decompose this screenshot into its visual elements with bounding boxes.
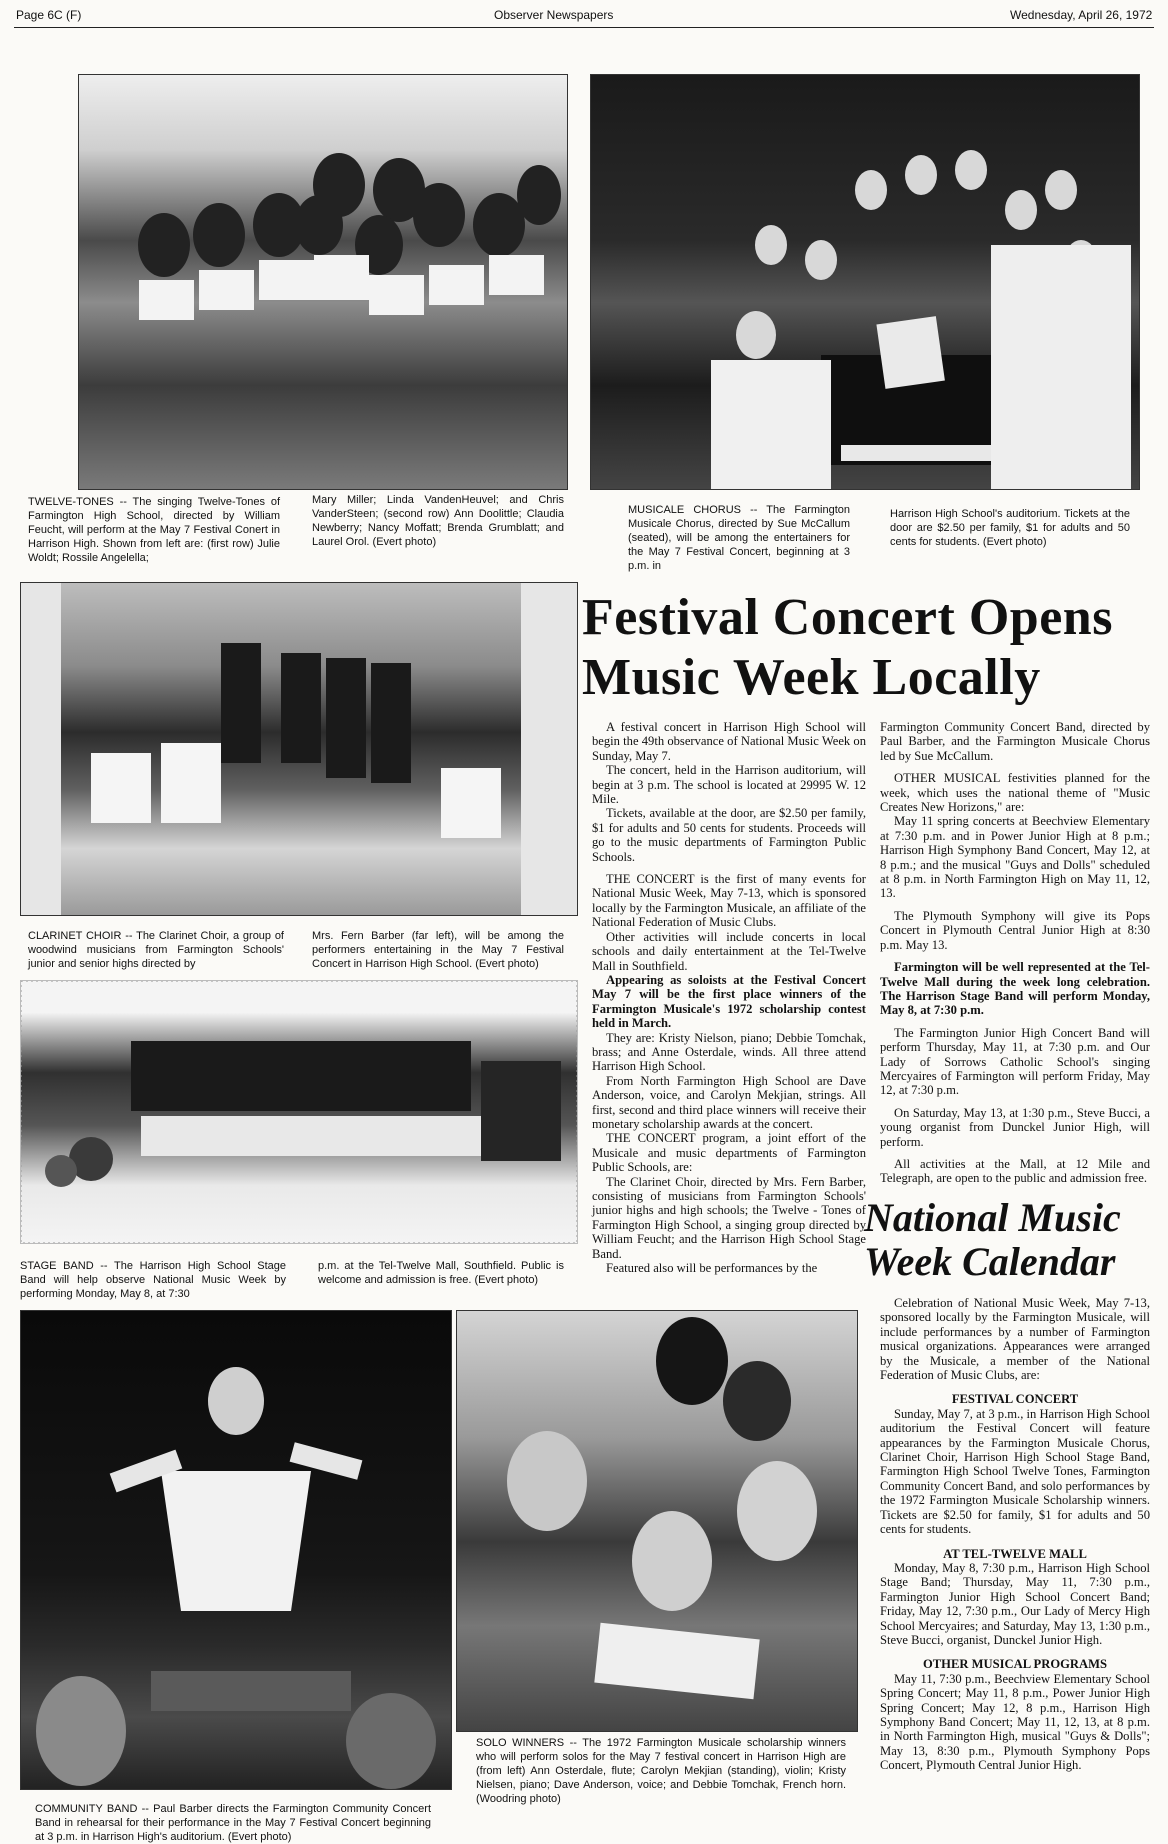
article-para: THE CONCERT program, a joint effort of the Musicale and music departments of Farmington Public Schools, are: [592,1131,866,1175]
calendar-title-line1: National Music [864,1195,1121,1240]
article-para: THE CONCERT is the first of many events for National Music Week, May 7-13, which is sponsored locally by the Farmington Musicale, an affiliate of the National Federation of Music Clubs. [592,872,866,930]
musicale-chorus-photo [590,74,1140,490]
stage-band-caption-right: p.m. at the Tel-Twelve Mall, Southfield. Public is welcome and admission is free. (Evert photo) [318,1260,564,1286]
community-band-photo [20,1310,452,1790]
issue-date: Wednesday, April 26, 1972 [1010,8,1153,22]
article-para: All activities at the Mall, at 12 Mile and Telegraph, are open to the public and admission free. [880,1156,1150,1186]
twelve-tones-caption-left: TWELVE-TONES -- The singing Twelve-Tones of Farmington High School, directed by William Feucht, will perform at the May 7 Festival Conert in Harrison High. Shown from left are: (first row) Julie Woldt; Rossile Angelella; [28,496,280,564]
header-rule [14,27,1154,28]
solo-winners-photo [456,1310,858,1732]
clarinet-choir-photo [20,582,578,916]
article-para: The Plymouth Symphony will give its Pops Concert in Plymouth Central Junior High at 8:30 p.m. May 13. [880,908,1150,952]
article-para: On Saturday, May 13, at 1:30 p.m., Steve Bucci, a young organist from Dunckel Junior High, will perform. [880,1105,1150,1149]
article-para: May 11 spring concerts at Beechview Elementary at 7:30 p.m. and in Power Junior High at 8 p.m.; Harrison High Symphony Band Concert, May 12, at 8 p.m.; and the musical "Guys and Dolls" scheduled at 8 p.m. in North Farmington High on May 11, 12, 13. [880,814,1150,901]
other-programs-text: May 11, 7:30 p.m., Beechview Elementary School Spring Concert; May 11, 8 p.m., Power Junior High Spring Concert; May 12, 8 p.m., Harrison High Symphony Band Concert; May 11, 12, 13, at 8 p.m. in North Farmington High, musical "Guys & Dolls"; May 13, 8:30 p.m., Plymouth Symphony Pops Concert, Plymouth Central Junior High. [880,1671,1150,1773]
article-para: The concert, held in the Harrison auditorium, will begin at 3 p.m. The school is located at 29995 W. 12 Mile. [592,763,866,807]
article-para: OTHER MUSICAL festivities planned for the week, which uses the national theme of "Music Creates New Horizons," are: [880,771,1150,815]
musicale-chorus-caption-right: Harrison High School's auditorium. Tickets at the door are $2.50 per family, $1 for adults and 50 cents for students. (Evert photo) [890,508,1130,548]
article-para: Farmington will be well represented at the Tel-Twelve Mall during the week long celebration. The Harrison Stage Band will perform Monday, May 8, at 7:30 p.m. [880,960,1150,1018]
other-programs-heading: OTHER MUSICAL PROGRAMS [922,1657,1108,1672]
musicale-chorus-caption-left: MUSICALE CHORUS -- The Farmington Musicale Chorus, directed by Sue McCallum (seated), will be among the entertainers for the May 7 Festival Concert, beginning at 3 p.m. in [628,504,850,572]
article-column-1 [592,720,866,1275]
newspaper-name: Observer Newspapers [494,8,614,22]
article-para: Appearing as soloists at the Festival Concert May 7 will be the first place winners of the Farmington Musicale's 1972 scholarship contest held in March. [592,972,866,1031]
article-para: From North Farmington High School are Dave Anderson, voice, and Carolyn Mekjian, strings. All first, second and third place winners will receive their monetary scholarship awards at the concert. [592,1073,866,1131]
calendar-title-line2: Week Calendar [864,1239,1116,1284]
article-para: Other activities will include concerts in local schools and daily entertainment at the Tel-Twelve Mall in Southfield. [592,929,866,973]
article-para: Farmington Community Concert Band, directed by Paul Barber, and the Farmington Musicale Chorus led by Sue McCallum. [880,720,1150,763]
tel-twelve-mall-heading: AT TEL-TWELVE MALL [943,1546,1087,1561]
article-para: Featured also will be performances by the [606,1261,818,1276]
festival-concert-heading: FESTIVAL CONCERT [951,1392,1079,1407]
festival-concert-text: Sunday, May 7, at 3 p.m., in Harrison High School auditorium the Festival Concert will feature appearances by the Farmington Musicale Chorus, Clarinet Choir, Harrison High School Stage Band, Farmington High School Twelve Tones, Farmington Community Concert Band, and solo performances by the 1972 Farmington Musicale Scholarship winners. Tickets are $2.50 for family, $1 for adults and 50 cents for students. [880,1406,1150,1537]
headline-line2: Music Week Locally [582,649,1041,706]
article-column-2 [880,720,1150,1186]
article-para: The Farmington Junior High Concert Band will perform Thursday, May 11, at 7:30 p.m. and Our Lady of Sorrows Catholic School's singing Mercyaires of Farmington will perform Friday, May 12, at 7:30 p.m. [880,1025,1150,1098]
calendar-intro: Celebration of National Music Week, May 7-13, sponsored locally by the Farmington Musicale, will include performances by a number of Farmington musical organizations. Appearances were arranged by the Musicale, a member of the National Federation of Music Clubs, are: [880,1296,1150,1383]
clarinet-choir-caption-left: CLARINET CHOIR -- The Clarinet Choir, a group of woodwind musicians from Farmington Schools' junior and senior highs directed by [28,930,284,970]
twelve-tones-photo [78,74,568,490]
page-number: Page 6C (F) [16,8,82,22]
stage-band-photo [20,980,578,1244]
stage-band-caption-left: STAGE BAND -- The Harrison High School Stage Band will help observe National Music Week by performing Monday, May 8, at 7:30 [20,1260,286,1300]
headline-line1: Festival Concert Opens [582,589,1113,646]
article-para: A festival concert in Harrison High School will begin the 49th observance of National Music Week on Sunday, May 7. [592,720,866,763]
article-para: The Clarinet Choir, directed by Mrs. Fern Barber, consisting of musicians from Farmington Schools' junior highs and high schools; the Twelve - Tones of Farmington High School, a singing group directed by William Feucht; and the Harrison High School Stage Band. [592,1174,866,1261]
article-para: They are: Kristy Nielson, piano; Debbie Tomchak, brass; and Anne Osterdale, winds. All three attend Harrison High School. [592,1030,866,1074]
community-band-caption: COMMUNITY BAND -- Paul Barber directs the Farmington Community Concert Band in rehearsal for their performance in the May 7 Festival Concert beginning at 3 p.m. in Harrison High's auditorium. (Evert photo) [35,1803,431,1843]
solo-winners-caption: SOLO WINNERS -- The 1972 Farmington Musicale scholarship winners who will perform solos for the May 7 festival concert in Harrison High are (from left) Ann Osterdale, flute; Carolyn Mekjian (standing), violin; Kristy Nielsen, piano; Dave Anderson, voice; and Debbie Tomchak, French horn. (Woodring photo) [476,1737,846,1805]
calendar-body [880,1296,1150,1773]
twelve-tones-caption-right: Mary Miller; Linda VandenHeuvel; and Chris VanderSteen; (second row) Ann Doolittle; Claudia Newberry; Nancy Moffatt; Brenda Grumblatt; and Laurel Orol. (Evert photo) [312,494,564,548]
tel-twelve-mall-text: Monday, May 8, 7:30 p.m., Harrison High School Stage Band; Thursday, May 11, 7:30 p.m., Farmington Junior High School Concert Band; Friday, May 12, 7:30 p.m., Our Lady of Mercy High School Mercyaires; and Saturday, May 13, 1:30 p.m., Steve Bucci, organist, Dunckel Junior High. [880,1560,1150,1647]
article-para: Tickets, available at the door, are $2.50 per family, $1 for adults and 50 cents for students. Proceeds will go to the music departments of Farmington Public Schools. [592,806,866,864]
clarinet-choir-caption-right: Mrs. Fern Barber (far left), will be among the performers entertaining in the May 7 Festival Concert in Harrison High School. (Evert photo) [312,930,564,970]
